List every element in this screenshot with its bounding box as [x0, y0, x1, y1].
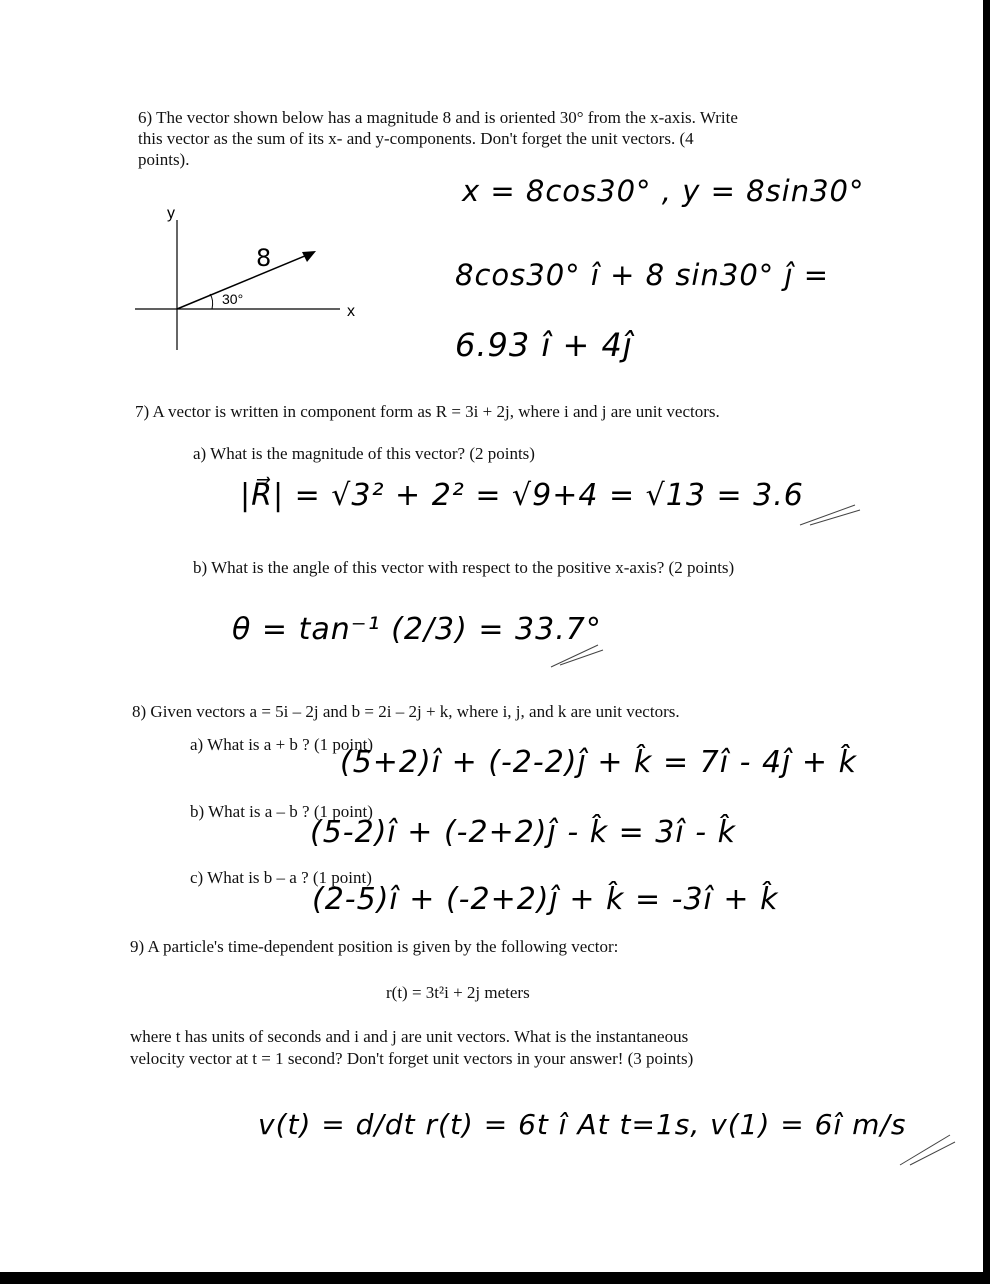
- q7-answer-a: |R⃗| = √3² + 2² = √9+4 = √13 = 3.6: [240, 478, 804, 513]
- q7-answer-b: θ = tan⁻¹ (2/3) = 33.7°: [232, 612, 602, 647]
- q6-answer-sum: 8cos30° î + 8 sin30° ĵ =: [455, 258, 830, 292]
- check-mark-icon: [795, 500, 865, 530]
- q7-part-a: a) What is the magnitude of this vector? (2 points): [193, 444, 535, 463]
- vector-line: [177, 253, 312, 309]
- magnitude-label: 8: [256, 244, 272, 272]
- check-mark-icon: [895, 1130, 960, 1170]
- x-axis-label: x: [347, 303, 355, 320]
- q6-line1: 6) The vector shown below has a magnitude 8 and is oriented 30° from the x-axis. Write: [138, 108, 738, 127]
- q8-answer-b: (5-2)î + (-2+2)ĵ - k̂ = 3î - k̂: [310, 815, 737, 850]
- scan-border-right: [983, 0, 990, 1284]
- q9-answer: v(t) = d/dt r(t) = 6t î At t=1s, v(1) = 6î m/s: [258, 1108, 907, 1141]
- q6-vector-diagram: [130, 200, 370, 355]
- q8-part-c: c) What is b – a ? (1 point): [190, 868, 372, 887]
- angle-arc: [210, 294, 213, 309]
- q9-line1: where t has units of seconds and i and j are unit vectors. What is the instantaneous: [130, 1027, 689, 1046]
- q9-text: 9) A particle's time-dependent position is given by the following vector:: [130, 937, 619, 956]
- q6-answer-result: 6.93 î + 4ĵ: [455, 326, 633, 364]
- q8-part-b: b) What is a – b ? (1 point): [190, 802, 373, 821]
- q8-answer-a: (5+2)î + (-2-2)ĵ + k̂ = 7î - 4ĵ + k̂: [340, 745, 857, 780]
- q8-answer-c: (2-5)î + (-2+2)ĵ + k̂ = -3î + k̂: [312, 882, 779, 917]
- q7-text: 7) A vector is written in component form as R = 3i + 2j, where i and j are unit vectors.: [135, 402, 720, 421]
- q6-line2: this vector as the sum of its x- and y-components. Don't forget the unit vectors. (4: [138, 129, 694, 148]
- angle-label: 30°: [222, 291, 244, 307]
- scan-border-bottom: [0, 1272, 990, 1284]
- q9-formula: r(t) = 3t²i + 2j meters: [386, 983, 530, 1002]
- check-mark-icon: [548, 640, 608, 670]
- q8-text: 8) Given vectors a = 5i – 2j and b = 2i – 2j + k, where i, j, and k are unit vectors.: [132, 702, 680, 721]
- q6-answer-components: x = 8cos30° , y = 8sin30°: [462, 174, 865, 208]
- y-axis-label: y: [167, 205, 175, 222]
- q9-line2: velocity vector at t = 1 second? Don't forget unit vectors in your answer! (3 points): [130, 1049, 694, 1068]
- q6-line3: points).: [138, 150, 190, 169]
- q7-part-b: b) What is the angle of this vector with respect to the positive x-axis? (2 points): [193, 558, 735, 577]
- q8-part-a: a) What is a + b ? (1 point): [190, 735, 373, 754]
